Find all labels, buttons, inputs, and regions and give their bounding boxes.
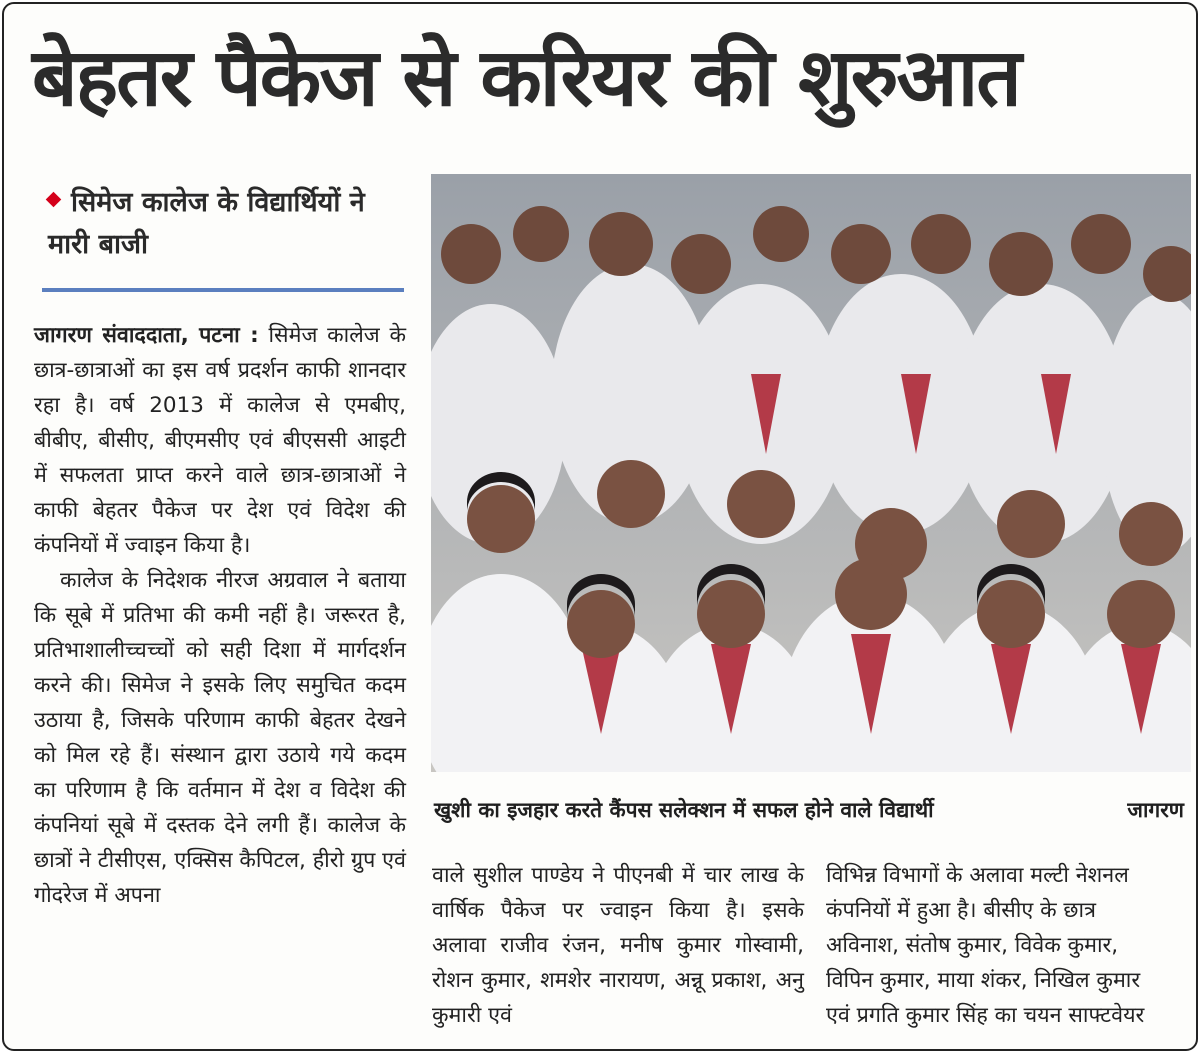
group-photo-image — [431, 174, 1191, 772]
divider-rule — [42, 288, 404, 292]
headline: बेहतर पैकेज से करियर की शुरुआत — [32, 31, 1020, 124]
subheadline-text: सिमेज कालेज के विद्यार्थियों ने मारी बाजी — [48, 187, 365, 260]
photo-credit: जागरण — [1127, 798, 1184, 822]
newspaper-clipping — [2, 2, 1198, 1051]
subheadline — [48, 182, 398, 266]
bullet-diamond-icon — [46, 192, 62, 208]
article-column-2 — [432, 858, 804, 1033]
column-2-text: वाले सुशील पाण्डेय ने पीएनबी में चार लाख के वार्षिक पैकेज पर ज्वाइन किया है। इसके अलावा राजीव रंजन, मनीष कुमार गोस्वामी, रोशन कुमार, शमशेर नारायण, अन्नू प्रकाश, अनु कुमारी एवं — [432, 863, 804, 1028]
column-3-line: विपिन कुमार, माया शंकर, निखिल कुमार — [826, 968, 1141, 993]
article-column-1 — [34, 318, 406, 913]
byline: जागरण संवाददाता, पटना : — [34, 323, 259, 348]
column-3-line: विभिन्न विभागों के अलावा मल्टी नेशनल — [826, 863, 1129, 888]
paragraph-1 — [34, 318, 406, 563]
paragraph-2: कालेज के निदेशक नीरज अग्रवाल ने बताया कि सूबे में प्रतिभा की कमी नहीं है। जरूरत है, प्रतिभाशालीच्चच्चों को सही दिशा में मार्गदर्शन करने की। सिमेज ने इसके लिए समुचित कदम उठाया है, जिसके परिणाम काफी बेहतर देखने को मिल रहे हैं। संस्थान द्वारा उठाये गये कदम का परिणाम है कि वर्तमान में देश व विदेश की कंपनियां सूबे में दस्तक देने लगी हैं। कालेज के छात्रों ने टीसीएस, एक्सिस कैपिटल, हीरो ग्रुप एवं गोदरेज में अपना — [34, 568, 406, 908]
caption-text: खुशी का इजहार करते कैंपस सलेक्शन में सफल होने वाले विद्यार्थी — [434, 798, 934, 822]
photo-caption — [434, 790, 1194, 830]
column-3-line: कंपनियों में हुआ है। बीसीए के छात्र — [826, 898, 1096, 923]
column-3-line: एवं प्रगति कुमार सिंह का चयन साफ्टवेयर — [826, 1003, 1145, 1028]
group-photo — [431, 174, 1191, 772]
paragraph-1-text: सिमेज कालेज के छात्र-छात्राओं का इस वर्ष प्रदर्शन काफी शानदार रहा है। वर्ष 2013 में कालेज से एमबीए, बीबीए, बीसीए, बीएमसीए एवं बीएससी आइटी में सफलता प्राप्त करने वाले छात्र-छात्राओं ने काफी बेहतर पैकेज पर देश एवं विदेश की कंपनियों में ज्वाइन किया है। — [34, 323, 406, 558]
column-3-line: अविनाश, संतोष कुमार, विवेक कुमार, — [826, 933, 1119, 958]
article-column-3 — [826, 858, 1188, 1033]
